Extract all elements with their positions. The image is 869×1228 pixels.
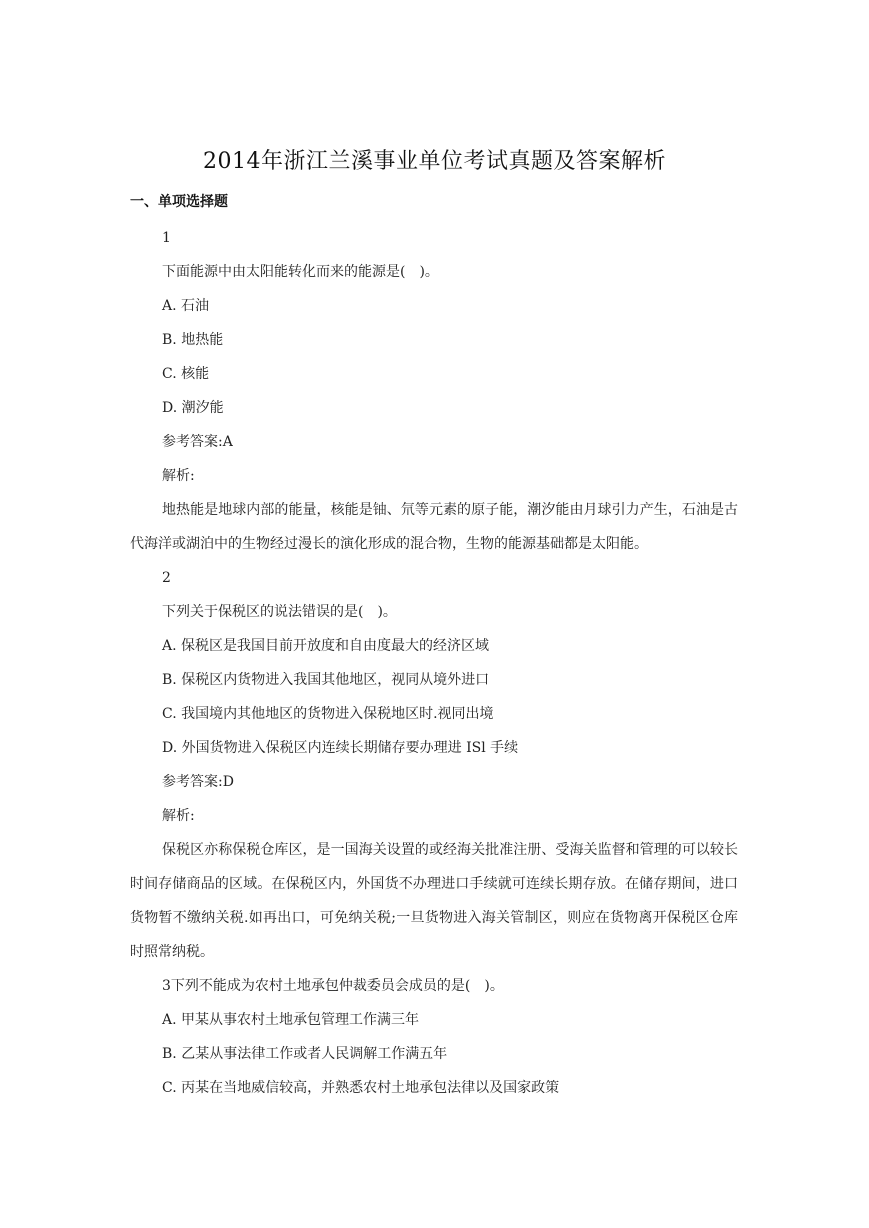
question-1-stem: 下面能源中由太阳能转化而来的能源是( )。 [162, 264, 439, 280]
question-1-option-b: B. 地热能 [162, 332, 224, 348]
question-1-number: 1 [162, 230, 171, 246]
question-3-option-c: C. 丙某在当地威信较高，并熟悉农村土地承包法律以及国家政策 [162, 1080, 560, 1096]
document-title: 2014年浙江兰溪事业单位考试真题及答案解析 [203, 149, 666, 174]
question-3-option-b: B. 乙某从事法律工作或者人民调解工作满五年 [162, 1046, 448, 1062]
question-1-option-a: A. 石油 [162, 298, 210, 314]
question-1-option-d: D. 潮汐能 [162, 400, 224, 416]
question-2-number: 2 [162, 570, 171, 586]
question-2-answer: 参考答案:D [162, 774, 234, 790]
question-2-analysis: 保税区亦称保税仓库区，是一国海关设置的或经海关批准注册、受海关监督和管理的可以较长时间存储商品的区域。在保税区内，外国货不办理进口手续就可连续长期存放。在储存期间，进口货物暂不缴纳关税.如再出口，可免纳关税;一旦货物进入海关管制区，则应在货物离开保税区仓库时照常纳税。 [130, 842, 738, 960]
question-1-analysis: 地热能是地球内部的能量，核能是铀、氘等元素的原子能，潮汐能由月球引力产生，石油是古代海洋或湖泊中的生物经过漫长的演化形成的混合物，生物的能源基础都是太阳能。 [130, 502, 738, 552]
question-2-stem: 下列关于保税区的说法错误的是( )。 [162, 604, 397, 620]
question-2-option-d: D. 外国货物进入保税区内连续长期储存要办理进 ISl 手续 [162, 740, 519, 756]
question-1-answer: 参考答案:A [162, 434, 233, 450]
question-2-option-b: B. 保税区内货物进入我国其他地区，视同从境外进口 [162, 672, 490, 688]
question-2-analysis-label: 解析: [162, 808, 195, 824]
question-2-option-c: C. 我国境内其他地区的货物进入保税地区时.视同出境 [162, 706, 494, 722]
question-2-option-a: A. 保税区是我国目前开放度和自由度最大的经济区域 [162, 638, 490, 654]
question-3-stem: 3下列不能成为农村土地承包仲裁委员会成员的是( )。 [162, 978, 504, 994]
question-3-option-a: A. 甲某从事农村土地承包管理工作满三年 [162, 1012, 420, 1028]
question-1-analysis-label: 解析: [162, 468, 195, 484]
question-1-option-c: C. 核能 [162, 366, 210, 382]
section-heading: 一、单项选择题 [130, 194, 228, 210]
